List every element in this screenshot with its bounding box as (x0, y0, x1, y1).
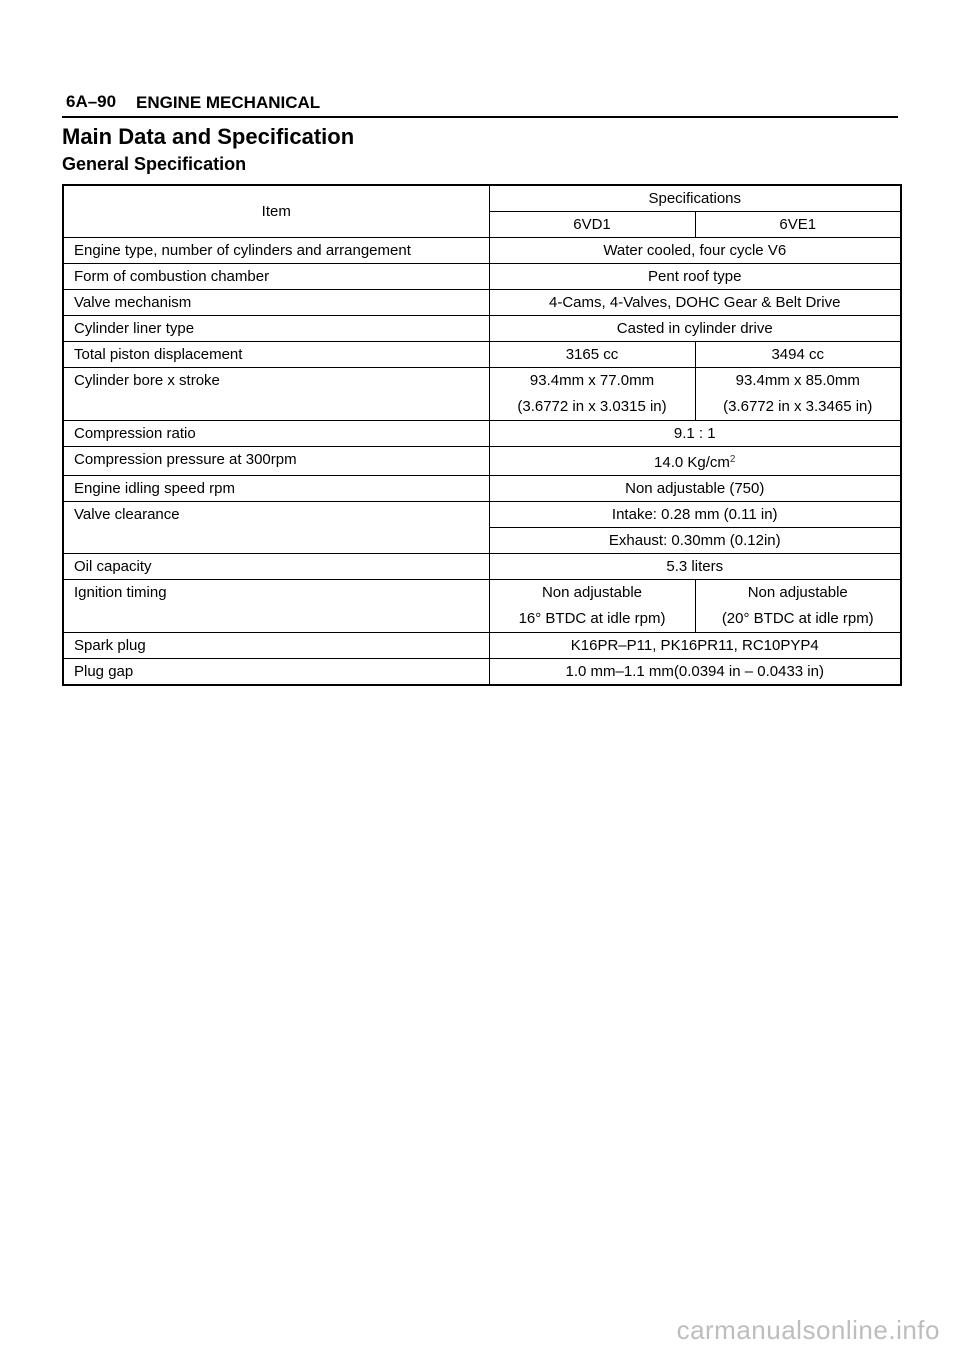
table-row (63, 554, 901, 580)
item-header: Item (63, 185, 489, 238)
row-value: Water cooled, four cycle V6 (489, 238, 901, 264)
row-label: Total piston displacement (63, 342, 489, 368)
ignition-timing-6vd1: 16° BTDC at idle rpm) (518, 610, 666, 627)
table-row (63, 580, 901, 633)
row-label: Ignition timing (63, 580, 489, 633)
row-value: 1.0 mm–1.1 mm(0.0394 in – 0.0433 in) (489, 659, 901, 686)
table-row (63, 476, 901, 502)
main-title: Main Data and Specification (62, 124, 355, 149)
specification-table (62, 184, 902, 686)
row-value: K16PR–P11, PK16PR11, RC10PYP4 (489, 633, 901, 659)
table-row (63, 368, 901, 421)
row-label: Valve clearance (63, 502, 489, 554)
page-header (62, 90, 898, 118)
row-value (489, 447, 901, 476)
ignition-adjust-6vd1: Non adjustable (541, 584, 643, 601)
bore-stroke-imperial-6vd1: (3.6772 in x 3.0315 in) (517, 398, 667, 415)
table-row (63, 342, 901, 368)
row-label: Plug gap (63, 659, 489, 686)
row-value: 4-Cams, 4-Valves, DOHC Gear & Belt Drive (489, 290, 901, 316)
row-label: Oil capacity (63, 554, 489, 580)
table-row (63, 421, 901, 447)
row-value-6vd1: 3165 cc (489, 342, 695, 368)
row-label: Cylinder bore x stroke (63, 368, 489, 421)
table-row (63, 264, 901, 290)
row-value: Pent roof type (489, 264, 901, 290)
table-row (63, 316, 901, 342)
row-label: Spark plug (63, 633, 489, 659)
valve-clearance-exhaust: Exhaust: 0.30mm (0.12in) (489, 528, 901, 554)
row-label: Form of combustion chamber (63, 264, 489, 290)
row-label: Compression pressure at 300rpm (63, 447, 489, 476)
row-label: Engine type, number of cylinders and arrangement (63, 238, 489, 264)
compression-pressure-value: 14.0 Kg/cm (654, 454, 730, 471)
valve-clearance-intake: Intake: 0.28 mm (0.11 in) (489, 502, 901, 528)
table-row (63, 290, 901, 316)
table-row (63, 659, 901, 686)
ignition-adjust-6ve1: Non adjustable (747, 584, 848, 601)
watermark: carmanualsonline.info (676, 1315, 940, 1345)
bore-stroke-imperial-6ve1: (3.6772 in x 3.3465 in) (723, 398, 873, 415)
row-label: Compression ratio (63, 421, 489, 447)
table-row (63, 502, 901, 528)
section-title: ENGINE MECHANICAL (136, 93, 321, 112)
bore-stroke-metric-6ve1: 93.4mm x 85.0mm (735, 372, 860, 389)
col-header-6ve1: 6VE1 (695, 212, 901, 238)
row-value: Non adjustable (750) (489, 476, 901, 502)
squared-superscript: 2 (729, 454, 736, 465)
page-number: 6A–90 (66, 92, 117, 111)
col-header-6vd1: 6VD1 (489, 212, 695, 238)
row-value-6vd1 (489, 368, 695, 421)
row-value-6ve1: 3494 cc (695, 342, 901, 368)
specifications-header: Specifications (489, 185, 901, 212)
row-value-6vd1 (489, 580, 695, 633)
row-label: Engine idling speed rpm (63, 476, 489, 502)
table-header-row (63, 185, 901, 212)
row-value: 5.3 liters (489, 554, 901, 580)
row-value-6ve1 (695, 580, 901, 633)
table-row (63, 633, 901, 659)
bore-stroke-metric-6vd1: 93.4mm x 77.0mm (529, 372, 655, 389)
row-value: Casted in cylinder drive (489, 316, 901, 342)
ignition-timing-6ve1: (20° BTDC at idle rpm) (721, 610, 874, 627)
table-row (63, 238, 901, 264)
table-row (63, 447, 901, 476)
row-value-6ve1 (695, 368, 901, 421)
row-label: Cylinder liner type (63, 316, 489, 342)
sub-title: General Specification (62, 154, 247, 174)
row-label: Valve mechanism (63, 290, 489, 316)
row-value: 9.1 : 1 (489, 421, 901, 447)
